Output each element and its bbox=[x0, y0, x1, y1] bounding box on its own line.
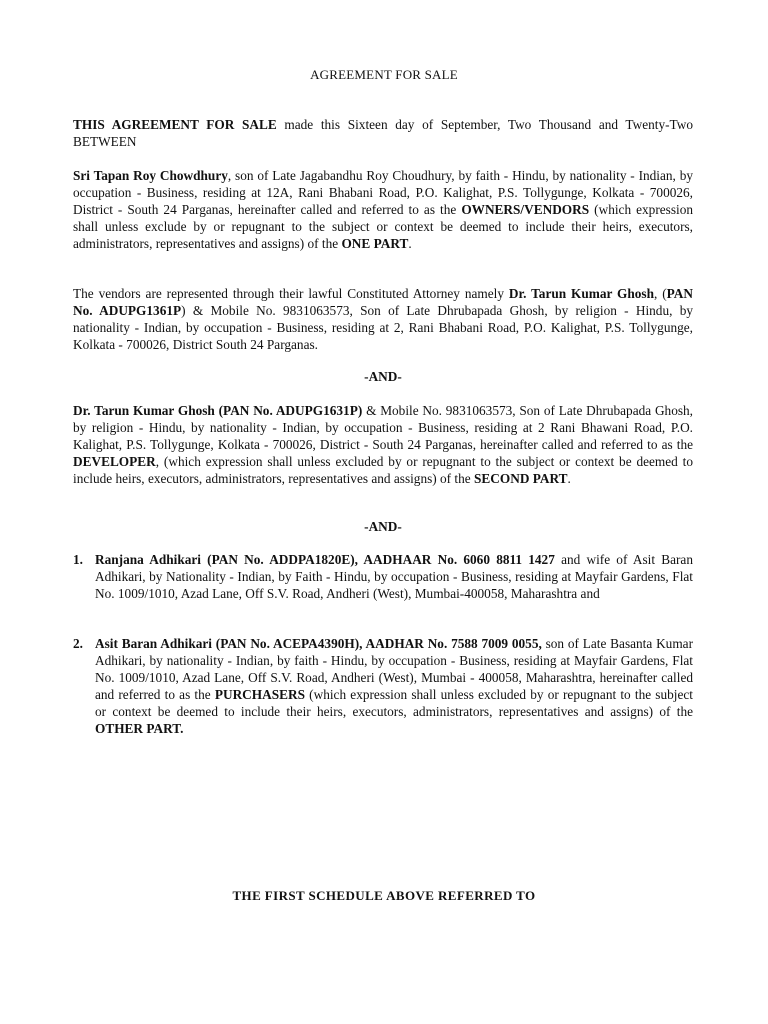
owner-text-1: , son of Late Jagabandhu Roy Choudhury, by faith - Hindu, by nationality - Indian, by occupation - Business, residing at 12A, Rani Bhabani Road, P.O. Kalighat, P.S. Tollygunge, Kolkata - 700026, District - South 24 Parganas, hereinafter called and referred to as the bbox=[73, 168, 694, 217]
and-separator-1-text: -AND- bbox=[364, 369, 402, 384]
developer-text-1: & Mobile No. 9831063573, Son of Late Dhrubapada Ghosh, by religion - Hindu, by nationality - Indian, by occupation - Business, residing at 2 Rani Bhawani Road, P.O. Kalighat, P.S. Tollygunge, Kolkata - 700026, District - South 24 Parganas, hereinafter called and referred to as the bbox=[73, 403, 693, 452]
schedule-heading: THE FIRST SCHEDULE ABOVE REFERRED TO bbox=[232, 888, 536, 903]
owner-text-2: (which expression shall unless exclude by or repugnant to the subject or context be deemed to include their heirs, executors, administrators, representatives and assigns) of the bbox=[73, 202, 693, 251]
attorney-paragraph bbox=[73, 285, 693, 353]
purchaser-text-2b: (which expression shall unless excluded by or repugnant to the subject or context be deemed to include their heirs, executors, administrators, representatives and assigns) of the bbox=[95, 687, 693, 719]
and-separator-2-text: -AND- bbox=[364, 519, 402, 534]
purchaser-text-2: son of Late Basanta Kumar Adhikari, by nationality - Indian, by faith - Hindu, by occupation - Business, residing at Mayfair Gardens, Flat No. 1009/1010, Azad Lane, Off S.V. Road, Andheri (West), Mumbai - 400058, Maharashtra, hereinafter called and referred to as the bbox=[95, 636, 693, 702]
intro-paragraph bbox=[73, 116, 693, 150]
developer-part: SECOND PART bbox=[474, 471, 568, 486]
purchaser-part: OTHER PART. bbox=[95, 721, 184, 736]
purchaser-body-2 bbox=[95, 635, 693, 737]
owner-end: . bbox=[408, 236, 412, 251]
developer-role: DEVELOPER bbox=[73, 454, 156, 469]
developer-name: Dr. Tarun Kumar Ghosh (PAN No. ADUPG1631P) bbox=[73, 403, 363, 418]
purchaser-text-1: and wife of Asit Baran Adhikari, by Nationality - Indian, by Faith - Hindu, by occupation - Business, residing at Mayfair Gardens, Flat No. 1009/1010, Azad Lane, Off S.V. Road, Andheri (West), Mumbai-400058, Maharashtra and bbox=[95, 552, 693, 601]
developer-paragraph bbox=[73, 402, 693, 487]
and-separator-2 bbox=[73, 518, 693, 535]
attorney-text-2: , ( bbox=[654, 286, 667, 301]
purchaser-name-1: Ranjana Adhikari (PAN No. ADDPA1820E), AADHAAR No. 6060 8811 1427 bbox=[95, 552, 555, 567]
attorney-name: Dr. Tarun Kumar Ghosh bbox=[508, 286, 655, 301]
purchaser-body-1 bbox=[95, 551, 693, 602]
developer-text-2: , (which expression shall unless excluded by or repugnant to the subject or context be deemed to include heirs, executors, administrators, representatives and assigns) of the bbox=[73, 454, 693, 486]
attorney-pan: PAN No. ADUPG1361P bbox=[73, 286, 694, 318]
attorney-text-1: The vendors are represented through their lawful Constituted Attorney namely bbox=[73, 286, 509, 301]
owner-role: OWNERS/VENDORS bbox=[461, 202, 590, 217]
developer-end: . bbox=[567, 471, 571, 486]
purchaser-role: PURCHASERS bbox=[214, 687, 305, 702]
intro-text: made this Sixteen day of September, Two Thousand and Twenty-Two BETWEEN bbox=[73, 117, 693, 149]
intro-bold: THIS AGREEMENT FOR SALE bbox=[73, 117, 277, 132]
purchaser-name-2: Asit Baran Adhikari (PAN No. ACEPA4390H), AADHAR No. 7588 7009 0055, bbox=[95, 636, 542, 651]
attorney-text-3: ) & Mobile No. 9831063573, Son of Late Dhrubapada Ghosh, by religion - Hindu, by nationality - Indian, by occupation - Business, residing at 2, Rani Bhabani Road, P.O. Kalighat, P.S. Tollygunge, Kolkata - 700026, District South 24 Parganas. bbox=[73, 303, 694, 352]
owner-name: Sri Tapan Roy Chowdhury bbox=[73, 168, 228, 183]
purchaser-item-1 bbox=[73, 551, 693, 602]
owner-part: ONE PART bbox=[341, 236, 409, 251]
purchaser-number-1: 1. bbox=[73, 552, 83, 567]
and-separator-1 bbox=[73, 368, 693, 385]
purchaser-number-2: 2. bbox=[73, 636, 83, 651]
purchaser-item-2 bbox=[73, 635, 693, 737]
document-title: AGREEMENT FOR SALE bbox=[310, 67, 458, 82]
owner-paragraph bbox=[73, 167, 693, 252]
